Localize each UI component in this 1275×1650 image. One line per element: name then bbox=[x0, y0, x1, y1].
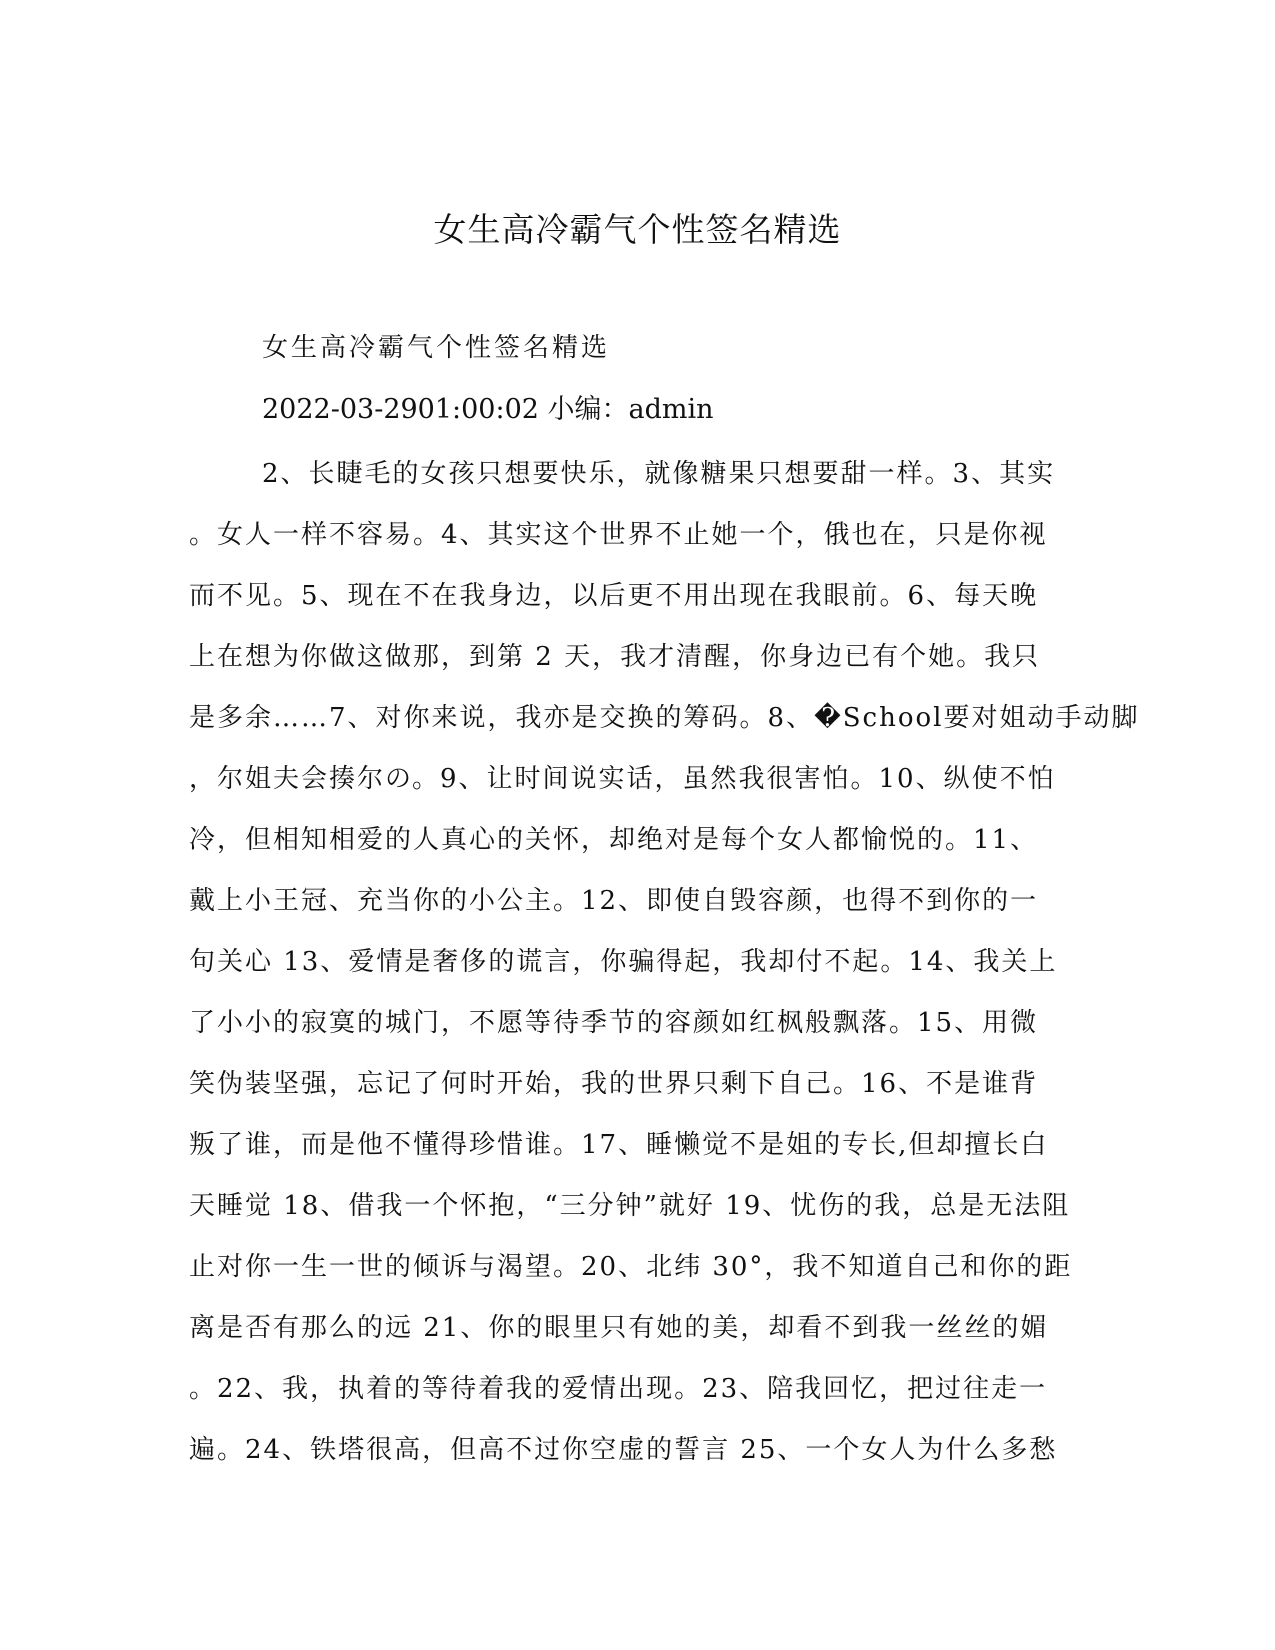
body-line: 笑伪装坚强，忘记了何时开始，我的世界只剩下自己。16、不是谁背 bbox=[189, 1069, 1039, 1099]
body-line: 。22、我，执着的等待着我的爱情出现。23、陪我回忆，把过往走一 bbox=[189, 1374, 1048, 1404]
document-subtitle: 女生高冷霸气个性签名精选 bbox=[262, 333, 611, 363]
body-line: 叛了谁，而是他不懂得珍惜谁。17、睡懒觉不是姐的专长,但却擅长白 bbox=[189, 1130, 1049, 1160]
body-line: 止对你一生一世的倾诉与渴望。20、北纬 30°，我不知道自己和你的距 bbox=[189, 1252, 1073, 1282]
body-line: 2、长睫毛的女孩只想要快乐，就像糖果只想要甜一样。3、其实 bbox=[262, 459, 1056, 489]
body-line: 了小小的寂寞的城门，不愿等待季节的容颜如红枫般飘落。15、用微 bbox=[189, 1008, 1039, 1038]
body-line: 上在想为你做这做那，到第 2 天，我才清醒，你身边已有个她。我只 bbox=[189, 642, 1041, 672]
body-line: ，尔姐夫会揍尔の。9、让时间说实话，虽然我很害怕。10、纵使不怕 bbox=[189, 764, 1056, 794]
body-line: 天睡觉 18、借我一个怀抱，“三分钟”就好 19、忧伤的我，总是无法阻 bbox=[189, 1191, 1071, 1221]
document-body bbox=[189, 456, 1140, 1493]
document-title: 女生高冷霸气个性签名精选 bbox=[433, 210, 842, 249]
body-line: 。女人一样不容易。4、其实这个世界不止她一个，俄也在，只是你视 bbox=[189, 520, 1048, 550]
body-line: 句关心 13、爱情是奢侈的谎言，你骗得起，我却付不起。14、我关上 bbox=[189, 947, 1058, 977]
body-line: 戴上小王冠、充当你的小公主。12、即使自毁容颜，也得不到你的一 bbox=[189, 886, 1039, 916]
body-line: 遍。24、铁塔很高，但高不过你空虚的誓言 25、一个女人为什么多愁 bbox=[189, 1435, 1058, 1465]
body-line: 是多余……7、对你来说，我亦是交换的筹码。8、�School要对姐动手动脚 bbox=[189, 703, 1140, 733]
body-line: 离是否有那么的远 21、你的眼里只有她的美，却看不到我一丝丝的媚 bbox=[189, 1313, 1049, 1343]
body-line: 而不见。5、现在不在我身边，以后更不用出现在我眼前。6、每天晚 bbox=[189, 581, 1039, 611]
body-line: 冷，但相知相爱的人真心的关怀，却绝对是每个女人都愉悦的。11、 bbox=[189, 825, 1039, 855]
document-meta: 2022-03-2901:00:02 小编：admin bbox=[262, 394, 714, 425]
